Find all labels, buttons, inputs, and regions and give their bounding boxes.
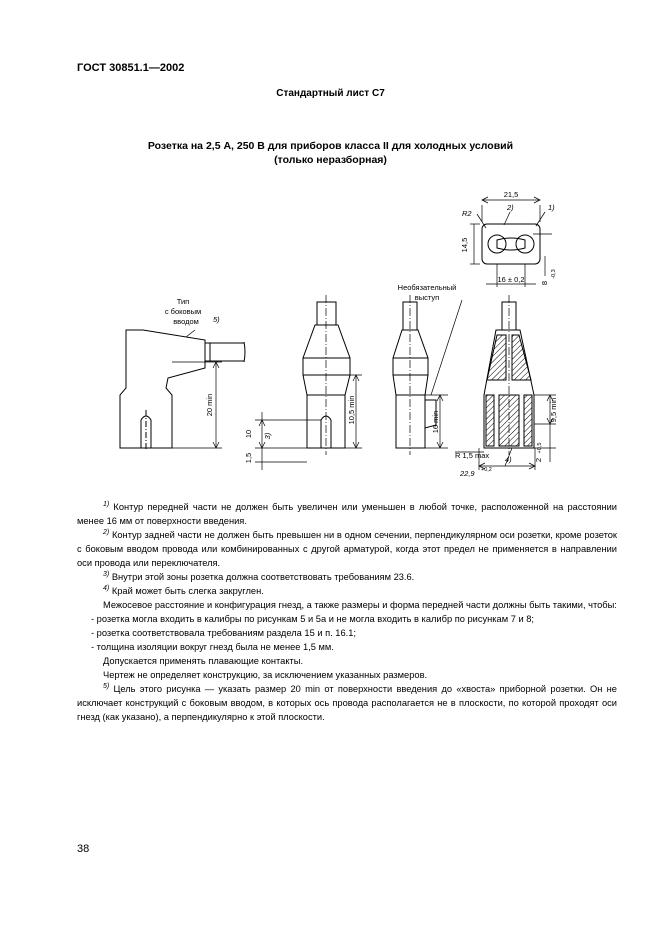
note-1: [77, 500, 617, 528]
side-view: [393, 295, 462, 455]
protrusion-label-1: Необязательный: [397, 283, 457, 292]
side-entry-view: [120, 330, 245, 450]
dim-1-5: 1,5: [244, 452, 253, 464]
ref-4: 4): [505, 455, 512, 464]
dim-3-ref: 3): [263, 432, 272, 440]
dim-10-5min: 10,5 min: [347, 395, 356, 425]
side-label-2: с боковым: [164, 307, 202, 316]
page-number: 38: [77, 843, 90, 855]
dim-16min: 16 min: [431, 410, 440, 434]
note-3: [77, 570, 617, 584]
dim-2-tolerance: +0,5: [537, 442, 543, 454]
dim-22-9-tolerance: +0,2: [481, 467, 492, 473]
note-text: Контур задней части не должен быть превышен ни в одном сечении, перпендикулярном оси розетки, кроме розеток с боковым вводом провода или комбинированных с другой арматурой, когда этот предел не применяется в направлении оси провода или переключателя.: [77, 530, 617, 568]
note-text: Внутри этой зоны розетка должна соответствовать требованиям 23.6.: [111, 572, 415, 582]
dim-14-5: 14,5: [460, 237, 469, 253]
dim-8-tolerance: -0,3: [551, 269, 557, 279]
footnotes: [77, 500, 617, 724]
front-view: [255, 295, 362, 470]
dim-9-5min: 9,5 min: [549, 397, 558, 423]
note-2: [77, 528, 617, 570]
dim-2: 2: [534, 457, 543, 463]
side-note-ref: 5): [213, 315, 220, 324]
spacing-requirements: Межосевое расстояние и конфигурация гнезд, а также размеры и форма передней части должны быть такими, чтобы:: [103, 600, 617, 610]
technical-drawing: [0, 180, 661, 480]
dim-22-9: 22,9: [460, 469, 475, 478]
dim-16-pm: 16 ± 0,2: [497, 275, 525, 284]
ref-2: 2): [507, 203, 514, 212]
dim-r1-5max: R 1,5 max: [455, 451, 490, 460]
figure-title-line-1: Розетка на 2,5 A, 250 B для приборов класса II для холодных условий: [147, 140, 514, 152]
dim-8: 8: [540, 280, 549, 286]
floating-contacts-note: Допускается применять плавающие контакты.: [103, 656, 304, 666]
requirement-item: - розетка соответствовала требованиям раздела 15 и п. 16.1;: [91, 628, 356, 638]
note-marker: 5): [103, 683, 110, 690]
note-5: [77, 682, 617, 724]
note-marker: 3): [103, 571, 110, 578]
requirement-item: - толщина изоляции вокруг гнезд была не менее 1,5 мм.: [91, 642, 334, 652]
note-marker: 1): [103, 501, 110, 508]
note-text: Контур передней части не должен быть увеличен или уменьшен в любой точке, расположенной на расстоянии менее 16 мм от поверхности введения.: [77, 502, 617, 526]
side-label-3: вводом: [173, 317, 199, 326]
standard-designation: ГОСТ 30851.1—2002: [77, 62, 185, 74]
dim-21-5: 21,5: [503, 190, 519, 199]
requirement-item: - розетка могла входить в калибры по рисункам 5 и 5а и не могла входить в калибр по рисункам 7 и 8;: [91, 614, 534, 624]
standard-sheet-label: Стандартный лист C7: [276, 88, 385, 99]
note-4: [77, 584, 617, 598]
ref-1: 1): [548, 203, 555, 212]
note-text: Цель этого рисунка — указать размер 20 min от поверхности введения до «хвоста» приборной розетки. Он не исключает конструкций с боковым вводом, в которых ось провода располагается не в плоскости, по которой проходят оси гнезд (как указано), а перпендикулярно к этой плоскости.: [77, 684, 617, 722]
note-text: Край может быть слегка закруглен.: [111, 586, 264, 596]
dim-10: 10: [244, 429, 253, 439]
dim-20min: 20 min: [205, 393, 214, 417]
drawing-scope-note: Чертеж не определяет конструкцию, за исключением указанных размеров.: [103, 670, 428, 680]
side-label-1: Тип: [176, 297, 190, 306]
figure-title-line-2: (только неразборная): [274, 154, 387, 166]
dim-r2: R2: [462, 209, 472, 218]
protrusion-label-2: выступ: [414, 293, 440, 302]
note-marker: 2): [103, 529, 110, 536]
note-marker: 4): [103, 585, 110, 592]
